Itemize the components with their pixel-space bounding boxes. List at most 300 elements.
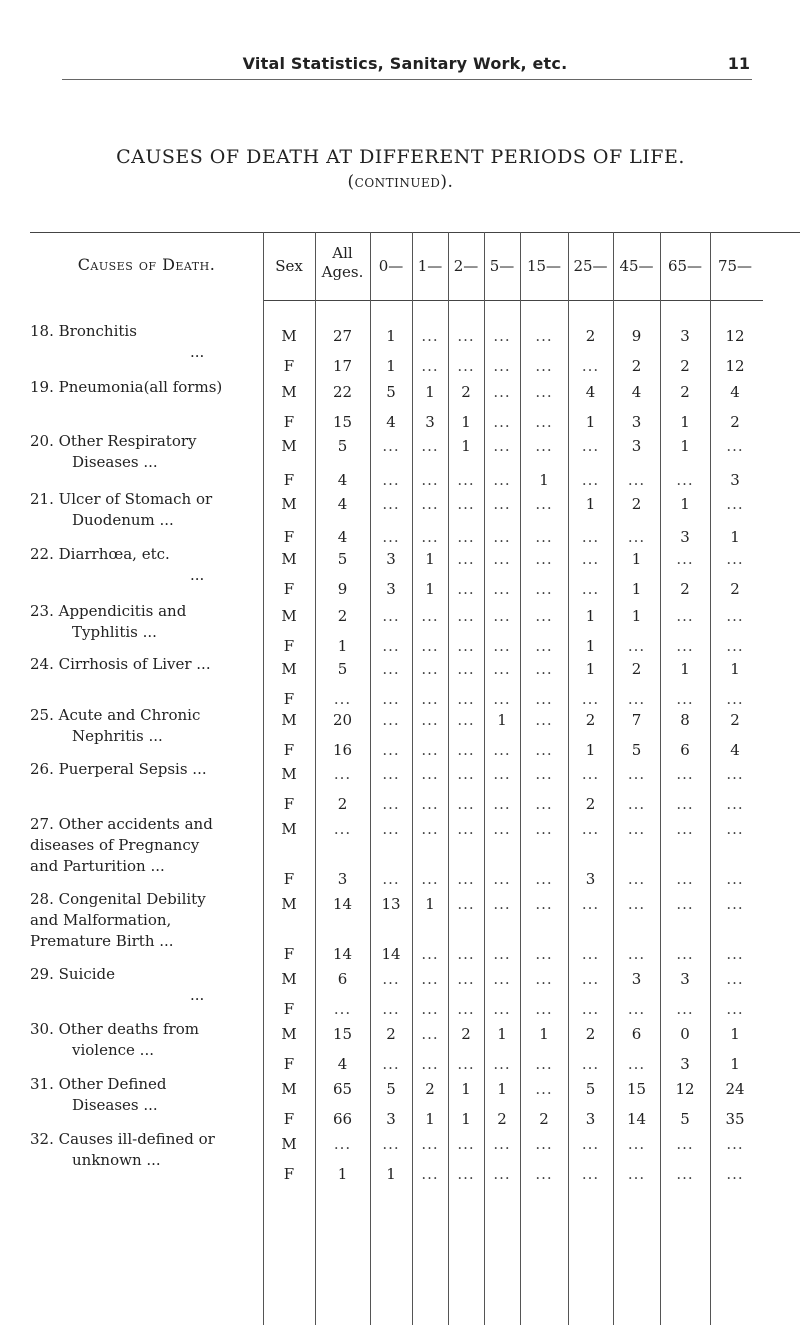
cause-line: 26. Puerperal Sepsis ... <box>30 760 207 778</box>
table-cell: ... <box>493 471 511 489</box>
table-cell: ... <box>726 870 744 888</box>
table-cell: 2 <box>585 795 596 813</box>
table-cell: ... <box>581 945 600 963</box>
table-cell: ... <box>726 970 744 988</box>
cause-label <box>30 431 260 473</box>
cause-line: 19. Pneumonia(all forms) <box>30 378 223 396</box>
table-title: CAUSES OF DEATH AT DIFFERENT PERIODS OF LIFE. <box>116 146 685 168</box>
table-cell: 1 <box>680 495 690 513</box>
table-cell: 1 <box>461 413 471 431</box>
table-cell: 2 <box>680 580 690 598</box>
table-cell: 24 <box>725 1080 745 1098</box>
table-cell: ... <box>457 471 475 489</box>
table-cell: ... <box>382 637 400 655</box>
cause-label <box>30 1019 260 1061</box>
cause-line: Diseases ... <box>72 453 158 471</box>
table-cell: 1 <box>631 580 642 598</box>
table-cell: ... <box>333 765 352 783</box>
cause-label <box>30 654 260 675</box>
table-cell: 3 <box>680 970 690 988</box>
sex-m: M <box>281 1135 297 1153</box>
table-cell: 5 <box>337 550 348 568</box>
table-cell: ... <box>382 870 400 888</box>
column-header-8: 25— <box>573 257 608 275</box>
table-cell: 3 <box>631 413 642 431</box>
table-cell: 1 <box>497 711 507 729</box>
table-subtitle: (continued). <box>347 172 454 192</box>
table-cell: 4 <box>730 383 740 401</box>
table-cell: 1 <box>680 413 690 431</box>
table-cell: ... <box>627 690 646 708</box>
table-cell: ... <box>493 413 511 431</box>
sex-f: F <box>283 471 295 489</box>
table-cell: ... <box>535 607 553 625</box>
column-header-1: Sex <box>275 257 303 275</box>
table-cell: ... <box>627 528 646 546</box>
table-cell: ... <box>676 895 694 913</box>
table-cell: 5 <box>337 437 348 455</box>
table-cell: ... <box>535 1080 553 1098</box>
table-cell: ... <box>627 1000 646 1018</box>
table-cell: 20 <box>332 711 353 729</box>
table-cell: 3 <box>730 471 740 489</box>
table-cell: 4 <box>337 528 348 546</box>
table-cell: ... <box>421 1000 439 1018</box>
table-cell: ... <box>627 1055 646 1073</box>
table-cell: 66 <box>332 1110 353 1128</box>
cause-label <box>30 964 260 1006</box>
cause-line: ... <box>190 566 205 584</box>
table-cell: ... <box>457 741 475 759</box>
cause-line: Nephritis ... <box>72 727 163 745</box>
table-cell: 2 <box>585 327 596 345</box>
table-cell: ... <box>581 528 600 546</box>
sex-f: F <box>283 528 295 546</box>
table-cell: ... <box>676 765 694 783</box>
table-cell: ... <box>493 870 511 888</box>
table-cell: 1 <box>730 1055 740 1073</box>
sex-m: M <box>281 495 297 513</box>
table-cell: ... <box>457 765 475 783</box>
table-cell: ... <box>676 795 694 813</box>
table-cell: 1 <box>461 437 471 455</box>
table-cell: ... <box>493 945 511 963</box>
table-cell: ... <box>493 970 511 988</box>
table-cell: ... <box>535 383 553 401</box>
table-cell: ... <box>535 1165 553 1183</box>
table-cell: ... <box>493 528 511 546</box>
table-cell: 5 <box>585 1080 596 1098</box>
table-cell: ... <box>421 471 439 489</box>
table-cell: 27 <box>332 327 353 345</box>
page-number: 11 <box>727 54 750 73</box>
cause-line: 20. Other Respiratory <box>30 432 197 450</box>
table-cell: ... <box>382 1135 400 1153</box>
table-cell: ... <box>676 607 694 625</box>
table-cell: ... <box>493 637 511 655</box>
table-cell: ... <box>382 437 400 455</box>
cause-label <box>30 889 260 952</box>
table-cell: ... <box>493 607 511 625</box>
table-cell: ... <box>333 1000 352 1018</box>
table-cell: ... <box>726 690 744 708</box>
table-cell: 15 <box>332 1025 353 1043</box>
cause-line: 22. Diarrhœa, etc. <box>30 545 170 563</box>
table-cell: 14 <box>381 945 401 963</box>
table-cell: 1 <box>497 1080 507 1098</box>
sex-m: M <box>281 970 297 988</box>
cause-line: 28. Congenital Debility <box>30 890 206 908</box>
table-cell: 3 <box>386 580 396 598</box>
table-cell: ... <box>726 637 744 655</box>
table-cell: ... <box>535 1000 553 1018</box>
table-cell: 14 <box>332 945 353 963</box>
table-cell: ... <box>535 437 553 455</box>
table-cell: 1 <box>631 550 642 568</box>
header-bottom-rule <box>263 300 763 301</box>
table-cell: 4 <box>585 383 596 401</box>
table-cell: ... <box>421 711 439 729</box>
table-cell: 1 <box>497 1025 507 1043</box>
table-cell: 1 <box>425 383 435 401</box>
table-cell: ... <box>421 437 439 455</box>
table-cell: 1 <box>585 741 596 759</box>
table-cell: ... <box>581 580 600 598</box>
table-cell: ... <box>421 870 439 888</box>
table-cell: ... <box>535 690 553 708</box>
sex-m: M <box>281 383 297 401</box>
table-cell: ... <box>535 528 553 546</box>
cause-line: Duodenum ... <box>72 511 174 529</box>
cause-line: and Parturition ... <box>30 857 165 875</box>
table-cell: ... <box>421 765 439 783</box>
table-cell: 1 <box>539 1025 549 1043</box>
table-cell: 1 <box>631 607 642 625</box>
table-cell: ... <box>382 660 400 678</box>
cause-line: unknown ... <box>72 1151 161 1169</box>
table-cell: ... <box>382 1055 400 1073</box>
table-cell: 2 <box>497 1110 507 1128</box>
table-cell: ... <box>581 970 600 988</box>
table-cell: ... <box>421 637 439 655</box>
sex-f: F <box>283 1000 295 1018</box>
table-cell: 1 <box>585 495 596 513</box>
table-cell: 4 <box>337 1055 348 1073</box>
table-cell: ... <box>581 1000 600 1018</box>
table-cell: ... <box>457 1165 475 1183</box>
table-cell: ... <box>726 945 744 963</box>
table-cell: ... <box>535 660 553 678</box>
table-cell: ... <box>581 357 600 375</box>
sex-m: M <box>281 660 297 678</box>
table-cell: ... <box>535 550 553 568</box>
table-cell: ... <box>627 637 646 655</box>
table-cell: ... <box>421 945 439 963</box>
sex-m: M <box>281 550 297 568</box>
cause-label <box>30 1129 260 1171</box>
table-cell: ... <box>726 1135 744 1153</box>
table-cell: 0 <box>680 1025 690 1043</box>
table-cell: 2 <box>461 1025 471 1043</box>
table-cell: ... <box>421 495 439 513</box>
table-cell: 1 <box>386 357 396 375</box>
table-cell: 8 <box>680 711 690 729</box>
table-cell: 5 <box>386 1080 396 1098</box>
table-cell: ... <box>535 870 553 888</box>
sex-f: F <box>283 1055 295 1073</box>
table-cell: ... <box>535 580 553 598</box>
table-cell: 7 <box>631 711 642 729</box>
table-cell: 1 <box>337 1165 348 1183</box>
sex-f: F <box>283 580 295 598</box>
table-cell: 1 <box>337 637 348 655</box>
cause-line: violence ... <box>72 1041 154 1059</box>
table-cell: ... <box>457 1000 475 1018</box>
table-cell: 15 <box>626 1080 647 1098</box>
column-header-9: 45— <box>619 257 654 275</box>
cause-line: diseases of Pregnancy <box>30 836 200 854</box>
table-cell: 3 <box>585 1110 596 1128</box>
sex-m: M <box>281 895 297 913</box>
table-cell: ... <box>421 357 439 375</box>
header-rule <box>62 79 752 80</box>
sex-m: M <box>281 1025 297 1043</box>
cause-line: 27. Other accidents and <box>30 815 213 833</box>
table-cell: ... <box>457 690 475 708</box>
table-cell: 2 <box>585 711 596 729</box>
table-cell: ... <box>627 1165 646 1183</box>
table-cell: 3 <box>631 437 642 455</box>
table-cell: 6 <box>680 741 690 759</box>
table-top-rule <box>30 232 800 233</box>
table-cell: ... <box>382 1000 400 1018</box>
table-cell: ... <box>627 945 646 963</box>
table-cell: 16 <box>332 741 353 759</box>
table-cell: 1 <box>461 1110 471 1128</box>
table-cell: ... <box>457 550 475 568</box>
table-cell: 4 <box>386 413 396 431</box>
table-cell: ... <box>421 660 439 678</box>
table-cell: 12 <box>675 1080 695 1098</box>
running-title: Vital Statistics, Sanitary Work, etc. <box>242 54 568 73</box>
table-cell: ... <box>421 528 439 546</box>
table-cell: 5 <box>680 1110 690 1128</box>
table-cell: ... <box>457 820 475 838</box>
table-cell: ... <box>627 870 646 888</box>
table-cell: ... <box>535 1135 553 1153</box>
table-cell: ... <box>726 607 744 625</box>
table-cell: ... <box>493 820 511 838</box>
table-cell: 1 <box>425 580 435 598</box>
table-cell: 1 <box>461 1080 471 1098</box>
table-cell: 3 <box>425 413 435 431</box>
table-cell: 35 <box>725 1110 745 1128</box>
sex-f: F <box>283 357 295 375</box>
table-cell: 2 <box>461 383 471 401</box>
table-cell: 2 <box>425 1080 435 1098</box>
table-cell: 3 <box>631 970 642 988</box>
cause-line: Diseases ... <box>72 1096 158 1114</box>
sex-m: M <box>281 437 297 455</box>
table-cell: ... <box>382 765 400 783</box>
column-header-0: Causes of Death. <box>77 255 216 274</box>
table-cell: ... <box>333 820 352 838</box>
table-cell: 1 <box>585 660 596 678</box>
table-cell: 2 <box>730 711 740 729</box>
table-cell: ... <box>627 895 646 913</box>
table-cell: 1 <box>585 413 596 431</box>
table-cell: 3 <box>386 550 396 568</box>
table-cell: 1 <box>425 1110 435 1128</box>
table-cell: 4 <box>337 471 348 489</box>
table-cell: ... <box>457 1055 475 1073</box>
table-cell: ... <box>676 820 694 838</box>
cause-line: 23. Appendicitis and <box>30 602 187 620</box>
table-cell: ... <box>493 1000 511 1018</box>
table-cell: 14 <box>626 1110 647 1128</box>
cause-line: 25. Acute and Chronic <box>30 706 201 724</box>
table-cell: ... <box>535 495 553 513</box>
table-cell: ... <box>457 870 475 888</box>
table-cell: ... <box>382 711 400 729</box>
sex-f: F <box>283 1165 295 1183</box>
sex-m: M <box>281 711 297 729</box>
table-cell: ... <box>421 690 439 708</box>
table-cell: ... <box>493 327 511 345</box>
table-cell: ... <box>457 637 475 655</box>
table-cell: ... <box>382 970 400 988</box>
table-cell: ... <box>493 550 511 568</box>
table-cell: ... <box>676 870 694 888</box>
table-cell: ... <box>676 1135 694 1153</box>
sex-m: M <box>281 1080 297 1098</box>
sex-f: F <box>283 413 295 431</box>
cause-label <box>30 814 260 877</box>
table-cell: ... <box>535 970 553 988</box>
cause-line: 31. Other Defined <box>30 1075 167 1093</box>
table-cell: ... <box>382 471 400 489</box>
cause-label <box>30 601 260 643</box>
table-cell: 3 <box>680 1055 690 1073</box>
table-cell: 2 <box>631 495 642 513</box>
table-cell: 3 <box>585 870 596 888</box>
table-cell: ... <box>457 945 475 963</box>
table-cell: 5 <box>631 741 642 759</box>
cause-label <box>30 489 260 531</box>
cause-label <box>30 544 260 586</box>
table-cell: ... <box>493 580 511 598</box>
table-cell: ... <box>535 765 553 783</box>
table-cell: 15 <box>332 413 353 431</box>
table-cell: 1 <box>730 1025 740 1043</box>
table-cell: ... <box>535 945 553 963</box>
table-cell: ... <box>493 437 511 455</box>
table-cell: 3 <box>386 1110 396 1128</box>
table-cell: ... <box>627 1135 646 1153</box>
sex-m: M <box>281 607 297 625</box>
table-cell: 1 <box>539 471 549 489</box>
table-cell: 3 <box>337 870 348 888</box>
table-cell: 2 <box>680 383 690 401</box>
table-cell: 1 <box>585 607 596 625</box>
table-cell: ... <box>457 495 475 513</box>
table-cell: 1 <box>730 660 740 678</box>
column-header-7: 15— <box>526 257 562 275</box>
table-cell: ... <box>421 820 439 838</box>
cause-line: Typhlitis ... <box>72 623 157 641</box>
table-cell: 2 <box>730 413 740 431</box>
table-cell: ... <box>535 895 553 913</box>
table-cell: 2 <box>386 1025 396 1043</box>
cause-line: ... <box>190 343 205 361</box>
cause-label <box>30 705 260 747</box>
table-cell: ... <box>382 690 400 708</box>
cause-label <box>30 759 260 780</box>
column-header-5: 2— <box>453 257 479 275</box>
table-cell: ... <box>627 471 646 489</box>
table-cell: ... <box>382 741 400 759</box>
table-cell: ... <box>457 660 475 678</box>
table-cell: ... <box>493 495 511 513</box>
table-cell: 1 <box>585 637 596 655</box>
table-cell: 1 <box>386 327 396 345</box>
table-cell: 3 <box>680 528 690 546</box>
table-cell: ... <box>493 741 511 759</box>
table-cell: ... <box>457 580 475 598</box>
cause-line: Premature Birth ... <box>30 932 174 950</box>
table-cell: 6 <box>337 970 348 988</box>
cause-label <box>30 1074 260 1116</box>
table-cell: ... <box>382 495 400 513</box>
table-cell: ... <box>421 1055 439 1073</box>
cause-line: ... <box>190 986 205 1004</box>
table-cell: ... <box>726 550 744 568</box>
cause-line: 29. Suicide <box>30 965 116 983</box>
table-cell: ... <box>535 637 553 655</box>
table-cell: ... <box>382 820 400 838</box>
table-cell: ... <box>421 1025 439 1043</box>
table-cell: 9 <box>337 580 348 598</box>
table-cell: ... <box>421 1135 439 1153</box>
table-cell: ... <box>535 741 553 759</box>
table-cell: ... <box>726 495 744 513</box>
table-cell: 2 <box>730 580 740 598</box>
table-cell: ... <box>382 528 400 546</box>
table-cell: 22 <box>332 383 353 401</box>
table-cell: ... <box>676 1165 694 1183</box>
table-cell: ... <box>726 820 744 838</box>
table-cell: ... <box>382 607 400 625</box>
table-cell: ... <box>333 690 352 708</box>
cause-label <box>30 377 260 398</box>
table-cell: 12 <box>725 357 745 375</box>
table-cell: ... <box>676 690 694 708</box>
cause-label <box>30 321 260 363</box>
table-cell: ... <box>493 795 511 813</box>
column-header-4: 1— <box>417 257 443 275</box>
table-cell: ... <box>581 550 600 568</box>
table-cell: ... <box>493 1135 511 1153</box>
cause-line: and Malformation, <box>30 911 172 929</box>
table-cell: ... <box>493 1165 511 1183</box>
table-cell: ... <box>535 1055 553 1073</box>
sex-f: F <box>283 637 295 655</box>
table-cell: 1 <box>680 660 690 678</box>
table-cell: 1 <box>730 528 740 546</box>
table-cell: ... <box>382 795 400 813</box>
table-cell: ... <box>726 1000 744 1018</box>
table-cell: ... <box>581 765 600 783</box>
